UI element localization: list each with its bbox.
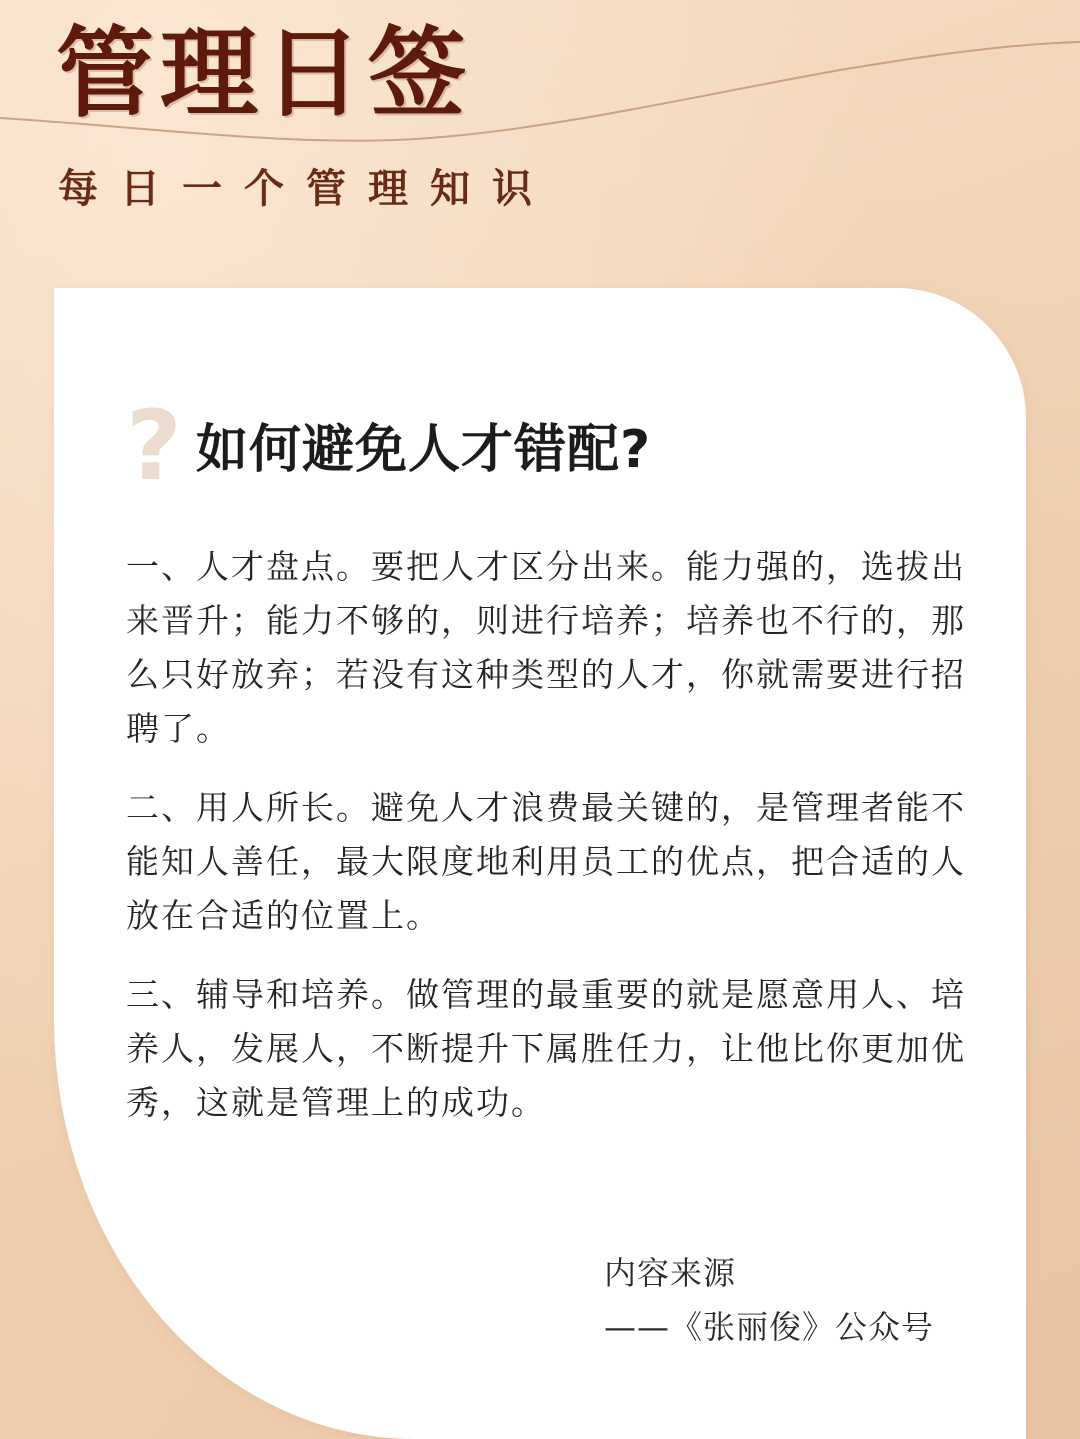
paragraph-use-strengths: 二、用人所长。避免人才浪费最关键的，是管理者能不能知人善任，最大限度地利用员工的优点，把合适的人放在合适的位置上。 [126, 788, 966, 935]
question-mark-icon: ? [126, 390, 182, 502]
source-name: ——《张丽俊》公众号 [604, 1308, 935, 1346]
page-subtitle: 每日一个管理知识 [58, 165, 554, 212]
paragraph-talent-inventory: 一、人才盘点。要把人才区分出来。能力强的，选拔出来晋升；能力不够的，则进行培养；培养也不行的，那么只好放弃；若没有这种类型的人才，你就需要进行招聘了。 [126, 547, 966, 748]
source-label: 内容来源 [604, 1254, 737, 1292]
paragraph-coaching: 三、辅导和培养。做管理的最重要的就是愿意用人、培养人，发展人，不断提升下属胜任力，让他比你更加优秀，这就是管理上的成功。 [126, 975, 966, 1122]
card-heading: 如何避免人才错配? [196, 420, 652, 480]
page-title: 管理日签 [56, 16, 473, 131]
content-paragraphs [126, 540, 966, 1155]
